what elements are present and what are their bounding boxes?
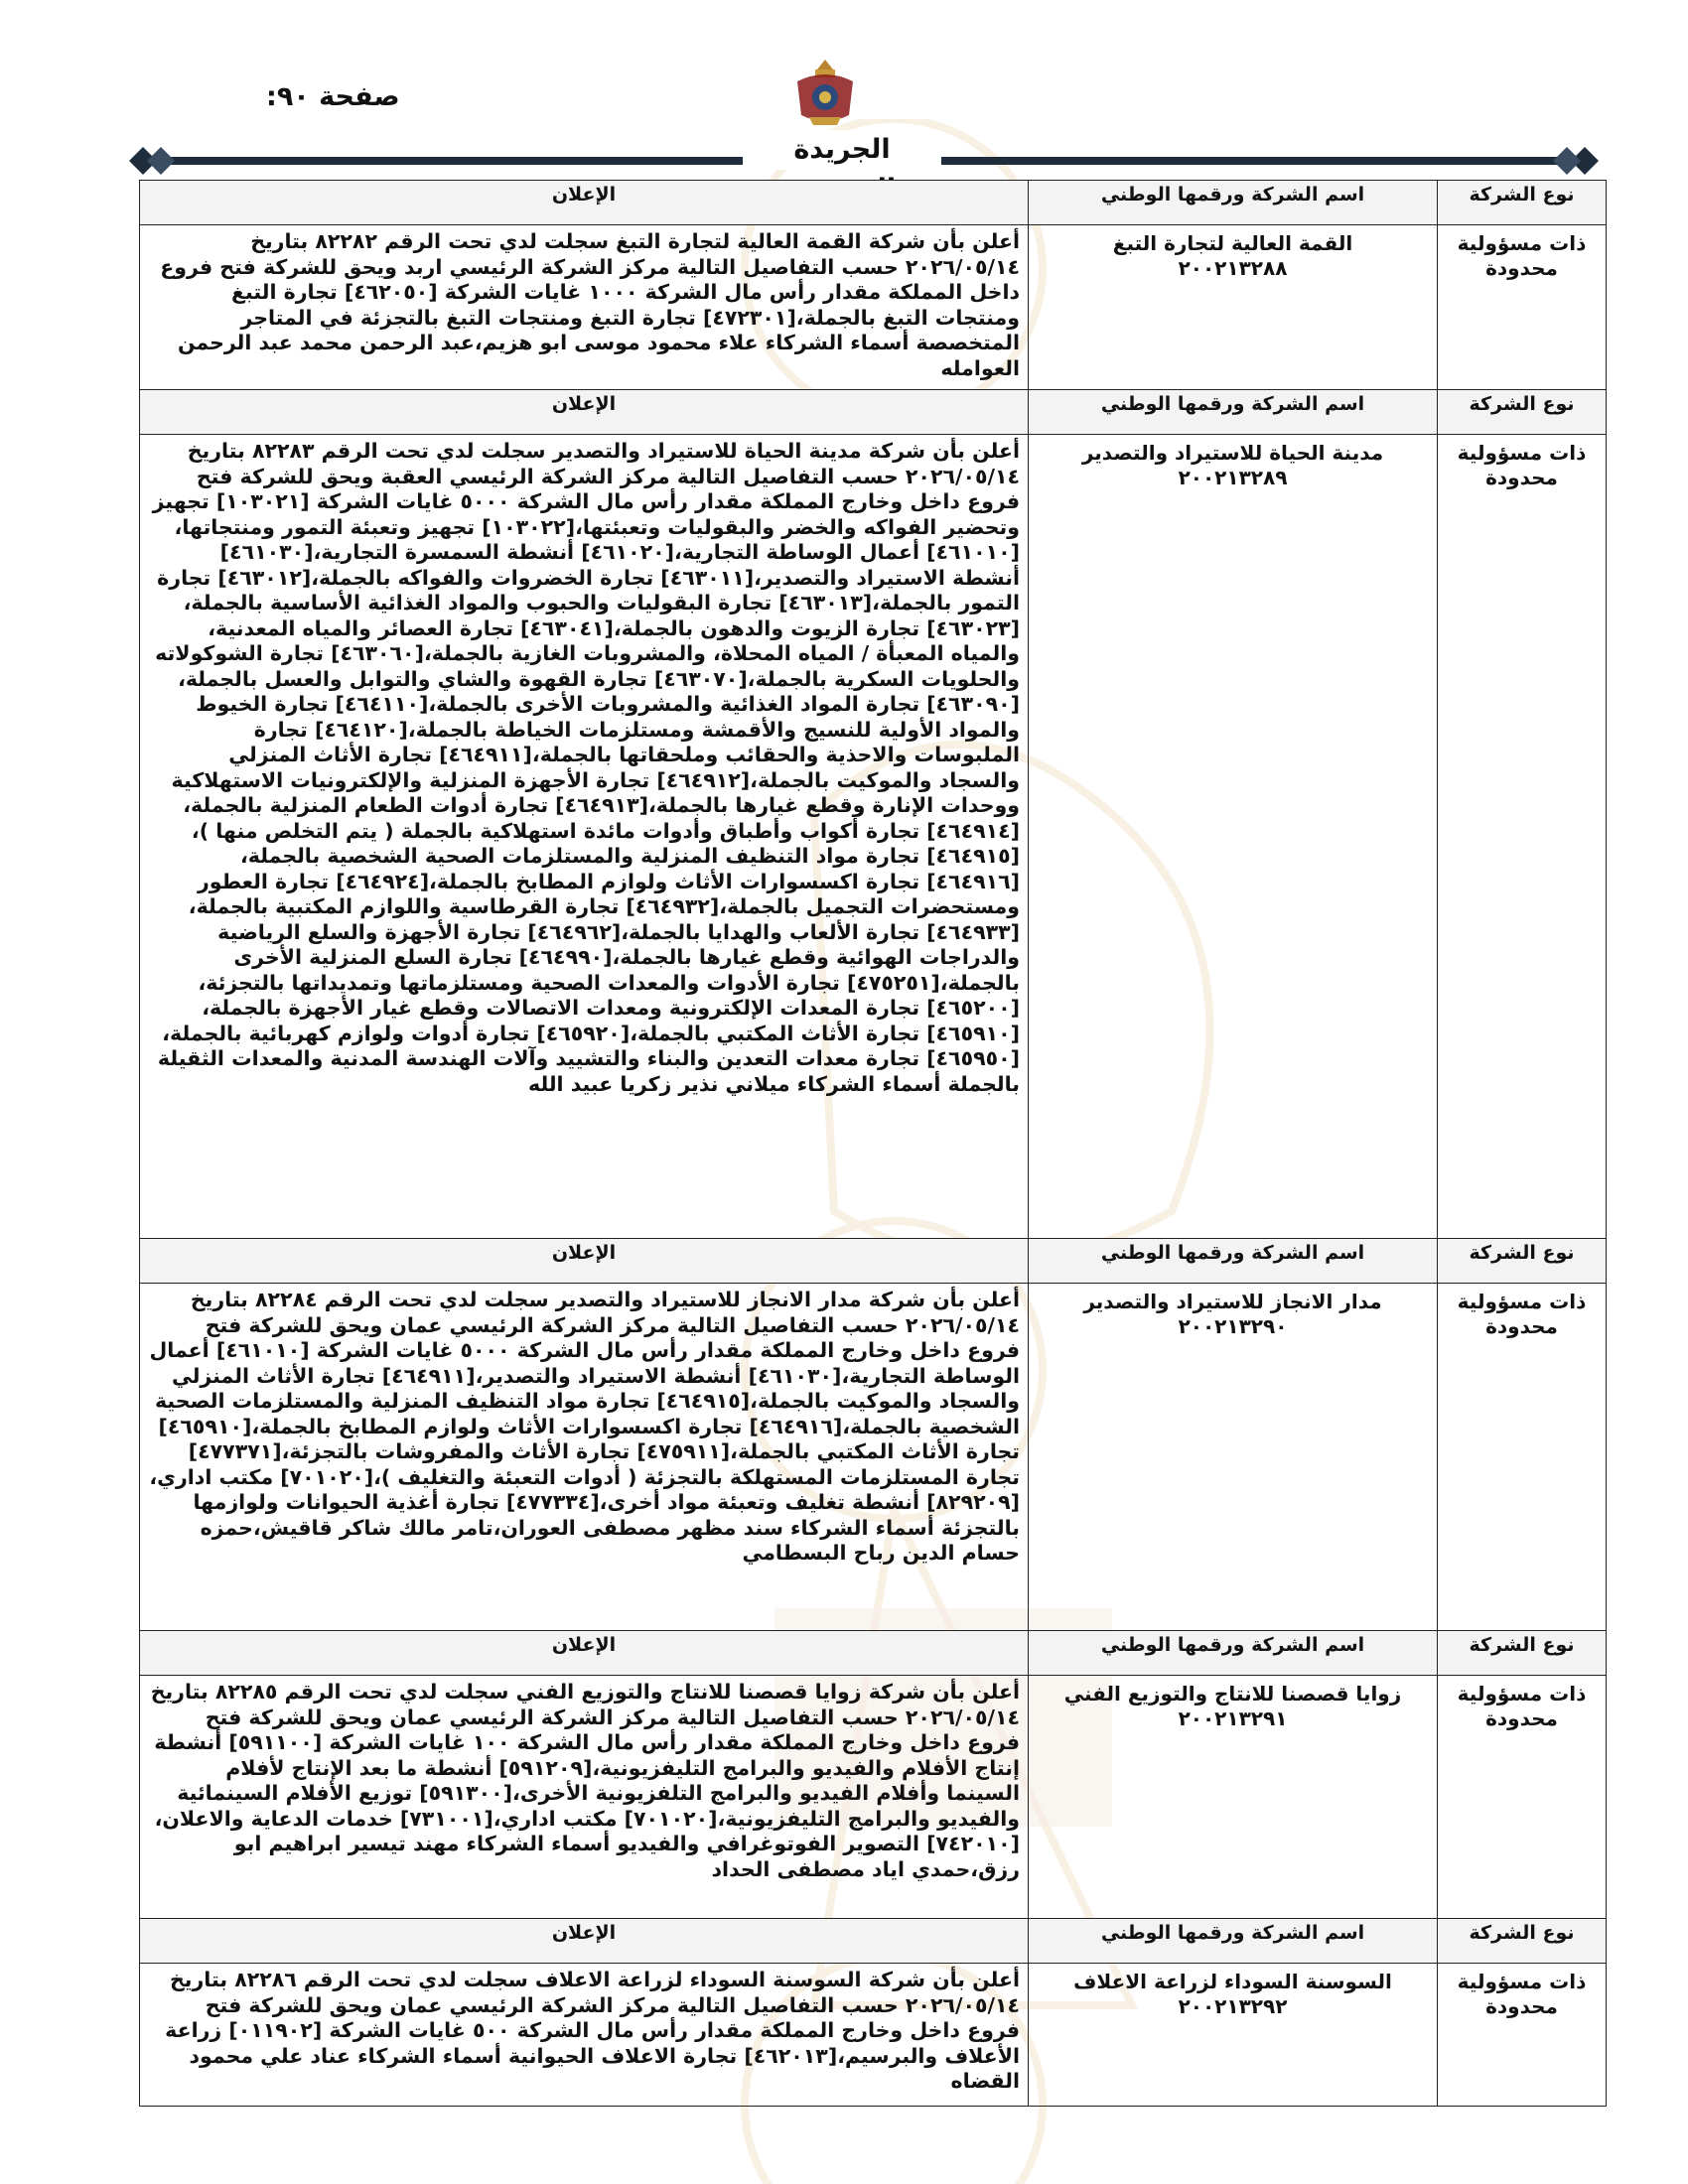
announcement-cell: أعلن بأن شركة السوسنة السوداء لزراعة الاعلاف سجلت لدي تحت الرقم ٨٢٢٨٦ بتاريخ ٢٠٢٦/٠٥/١٤ حسب التفاصيل التالية مركز الشركة الرئيسي عمان ويحق للشركة فتح فروع داخل وخارج المملكة مقدار رأس مال الشركة ٥٠٠ غايات الشركة [٠١١٩٠٢] زراعة الأعلاف والبرسيم،[٤٦٢٠١٣] تجارة الاعلاف الحيوانية أسماء الشركاء عناد علي محمود القضاه: [140, 1964, 1029, 2107]
column-header-announcement: الإعلان: [140, 390, 1029, 435]
column-header-company-type: نوع الشركة: [1438, 390, 1607, 435]
company-name: السوسنة السوداء لزراعة الاعلاف: [1073, 1970, 1392, 1993]
company-name-cell: [1029, 435, 1438, 1239]
table-header-row: [140, 1239, 1607, 1284]
gazette-title: الجريدة: [743, 130, 941, 170]
company-national-id: ٢٠٠٢١٣٢٨٨: [1178, 256, 1288, 280]
table-row: [140, 435, 1607, 1239]
announcement-cell: أعلن بأن شركة زوايا قصصنا للانتاج والتوزيع الفني سجلت لدي تحت الرقم ٨٢٢٨٥ بتاريخ ٢٠٢٦/٠٥/١٤ حسب التفاصيل التالية مركز الشركة الرئيسي عمان ويحق للشركة فتح فروع داخل وخارج المملكة مقدار رأس مال الشركة ١٠٠ غايات الشركة [٥٩١١٠٠] أنشطة إنتاج الأفلام والفيديو والبرامج التليفزيونية،[٥٩١٢٠٩] أنشطة ما بعد الإنتاج لأفلام السينما وأفلام الفيديو والبرامج التلفزيونية الأخرى،[٥٩١٣٠٠] توزيع الأفلام السينمائية والفيديو والبرامج التليفزيونية،[٧٠١٠٢٠] مكتب اداري،[٧٣١٠٠١] خدمات الدعاية والاعلان،[٧٤٢٠١٠] التصوير الفوتوغرافي والفيديو أسماء الشركاء مهند تيسير ابراهيم ابو رزق،حمدي اياد مصطفى الحداد: [140, 1676, 1029, 1919]
column-header-company-name: اسم الشركة ورقمها الوطني: [1029, 390, 1438, 435]
table-row: [140, 225, 1607, 390]
company-national-id: ٢٠٠٢١٣٢٩٠: [1178, 1314, 1288, 1338]
column-header-announcement: الإعلان: [140, 1631, 1029, 1676]
company-national-id: ٢٠٠٢١٣٢٨٩: [1178, 466, 1288, 489]
page-number: صفحة ٩٠:: [266, 81, 400, 112]
company-type-cell: ذات مسؤولية محدودة: [1438, 1964, 1607, 2107]
company-name: مدينة الحياة للاستيراد والتصدير: [1081, 441, 1384, 465]
column-header-company-type: نوع الشركة: [1438, 1631, 1607, 1676]
column-header-announcement: الإعلان: [140, 1239, 1029, 1284]
column-header-company-type: نوع الشركة: [1438, 181, 1607, 225]
table-header-row: [140, 1631, 1607, 1676]
column-header-announcement: الإعلان: [140, 1919, 1029, 1964]
company-type-cell: ذات مسؤولية محدودة: [1438, 1284, 1607, 1631]
table-row: [140, 1284, 1607, 1631]
column-header-company-name: اسم الشركة ورقمها الوطني: [1029, 1631, 1438, 1676]
column-header-company-name: اسم الشركة ورقمها الوطني: [1029, 1239, 1438, 1284]
company-name-cell: [1029, 225, 1438, 390]
announcement-cell: أعلن بأن شركة مدار الانجاز للاستيراد والتصدير سجلت لدي تحت الرقم ٨٢٢٨٤ بتاريخ ٢٠٢٦/٠٥/١٤ حسب التفاصيل التالية مركز الشركة الرئيسي عمان ويحق للشركة فتح فروع داخل وخارج المملكة مقدار رأس مال الشركة ٥٠٠٠ غايات الشركة [٤٦١٠١٠] أعمال الوساطة التجارية،[٤٦١٠٣٠] أنشطة الاستيراد والتصدير،[٤٦٤٩١١] تجارة الأثاث المنزلي والسجاد والموكيت بالجملة،[٤٦٤٩١٥] تجارة مواد التنظيف المنزلية والمستلزمات الصحية الشخصية بالجملة،[٤٦٤٩١٦] تجارة اكسسوارات الأثاث ولوازم المطابخ بالجملة،[٤٦٥٩١٠] تجارة الأثاث المكتبي بالجملة،[٤٧٥٩١١] تجارة الأثاث والمفروشات بالتجزئة،[٤٧٧٣٧١] تجارة المستلزمات المستهلكة بالتجزئة ( أدوات التعبئة والتغليف )،[٧٠١٠٢٠] مكتب اداري،[٨٢٩٢٠٩] أنشطة تغليف وتعبئة مواد أخرى،[٤٧٧٣٣٤] تجارة أغذية الحيوانات ولوازمها بالتجزئة أسماء الشركاء سند مظهر مصطفى العوران،تامر مالك شاكر قاقيش،حمزه حسام الدين رباح البسطامي: [140, 1284, 1029, 1631]
company-national-id: ٢٠٠٢١٣٢٩٢: [1178, 1994, 1288, 2018]
company-type-cell: ذات مسؤولية محدودة: [1438, 435, 1607, 1239]
column-header-company-name: اسم الشركة ورقمها الوطني: [1029, 1919, 1438, 1964]
table-header-row: [140, 1919, 1607, 1964]
company-registration-table: [139, 180, 1607, 2107]
column-header-company-name: اسم الشركة ورقمها الوطني: [1029, 181, 1438, 225]
column-header-announcement: الإعلان: [140, 181, 1029, 225]
table-header-row: [140, 181, 1607, 225]
company-name: مدار الانجاز للاستيراد والتصدير: [1083, 1290, 1382, 1313]
company-name: القمة العالية لتجارة التبغ: [1112, 231, 1353, 255]
company-national-id: ٢٠٠٢١٣٢٩١: [1178, 1706, 1288, 1730]
table-row: [140, 1676, 1607, 1919]
national-emblem-icon: [789, 56, 861, 127]
announcement-cell: أعلن بأن شركة مدينة الحياة للاستيراد والتصدير سجلت لدي تحت الرقم ٨٢٢٨٣ بتاريخ ٢٠٢٦/٠٥/١٤ حسب التفاصيل التالية مركز الشركة الرئيسي العقبة ويحق للشركة فتح فروع داخل وخارج المملكة مقدار رأس مال الشركة ٥٠٠٠ غايات الشركة [١٠٣٠٢١] تجهيز وتحضير الفواكه والخضر والبقوليات وتعبئتها،[١٠٣٠٢٢] تجهيز وتعبئة التمور ومنتجاتها،[٤٦١٠١٠] أعمال الوساطة التجارية،[٤٦١٠٢٠] أنشطة السمسرة التجارية،[٤٦١٠٣٠] أنشطة الاستيراد والتصدير،[٤٦٣٠١١] تجارة الخضروات والفواكه بالجملة،[٤٦٣٠١٢] تجارة التمور بالجملة،[٤٦٣٠١٣] تجارة البقوليات والحبوب والمواد الغذائية الأساسية بالجملة،[٤٦٣٠٢٣] تجارة الزيوت والدهون بالجملة،[٤٦٣٠٤١] تجارة العصائر والمياه المعدنية، والمياه المعبأة / المياه المحلاة، والمشروبات الغازية بالجملة،[٤٦٣٠٦٠] تجارة الشوكولاته والحلويات السكرية بالجملة،[٤٦٣٠٧٠] تجارة القهوة والشاي والتوابل والعسل بالجملة،[٤٦٣٠٩٠] تجارة المواد الغذائية والمشروبات الأخرى بالجملة،[٤٦٤١١٠] تجارة الخيوط والمواد الأولية للنسيج والأقمشة ومستلزمات الخياطة بالجملة،[٤٦٤١٢٠] تجارة الملبوسات والاحذية والحقائب وملحقاتها بالجملة،[٤٦٤٩١١] تجارة الأثاث المنزلي والسجاد والموكيت بالجملة،[٤٦٤٩١٢] تجارة الأجهزة المنزلية والإلكترونيات الاستهلاكية ووحدات الإنارة وقطع غيارها بالجملة،[٤٦٤٩١٣] تجارة أدوات الطعام المنزلية بالجملة،[٤٦٤٩١٤] تجارة أكواب وأطباق وأدوات مائدة استهلاكية بالجملة ( يتم التخلص منها )،[٤٦٤٩١٥] تجارة مواد التنظيف المنزلية والمستلزمات الصحية الشخصية بالجملة،[٤٦٤٩١٦] تجارة اكسسوارات الأثاث ولوازم المطابخ بالجملة،[٤٦٤٩٢٤] تجارة العطور ومستحضرات التجميل بالجملة،[٤٦٤٩٣٢] تجارة القرطاسية واللوازم المكتبية بالجملة،[٤٦٤٩٣٣] تجارة الألعاب والهدايا بالجملة،[٤٦٤٩٦٢] تجارة الأجهزة والسلع الرياضية والدراجات الهوائية وقطع غيارها بالجملة،[٤٦٤٩٩٠] تجارة السلع المنزلية الأخرى بالجملة،[٤٧٥٢٥١] تجارة الأدوات والمعدات الصحية ومستلزماتها وتمديداتها بالتجزئة،[٤٦٥٢٠٠] تجارة المعدات الإلكترونية ومعدات الاتصالات وقطع غيار الأجهزة بالجملة،[٤٦٥٩١٠] تجارة الأثاث المكتبي بالجملة،[٤٦٥٩٢٠] تجارة أدوات ولوازم كهربائية بالجملة،[٤٦٥٩٥٠] تجارة معدات التعدين والبناء والتشييد وآلات الهندسة المدنية والمعدات الثقيلة بالجملة أسماء الشركاء ميلاني نذير زكريا عبيد الله: [140, 435, 1029, 1239]
company-name-cell: [1029, 1284, 1438, 1631]
company-type-cell: ذات مسؤولية محدودة: [1438, 225, 1607, 390]
company-type-cell: ذات مسؤولية محدودة: [1438, 1676, 1607, 1919]
table-header-row: [140, 390, 1607, 435]
table-row: [140, 1964, 1607, 2107]
announcement-cell: أعلن بأن شركة القمة العالية لتجارة التبغ سجلت لدي تحت الرقم ٨٢٢٨٢ بتاريخ ٢٠٢٦/٠٥/١٤ حسب التفاصيل التالية مركز الشركة الرئيسي اربد ويحق للشركة فتح فروع داخل المملكة مقدار رأس مال الشركة ١٠٠٠ غايات الشركة [٤٦٢٠٥٠] تجارة التبغ ومنتجات التبغ بالجملة،[٤٧٢٣٠١] تجارة التبغ ومنتجات التبغ بالتجزئة في المتاجر المتخصصة أسماء الشركاء علاء محمود موسى ابو هزيم،عبد الرحمن محمد عبد الرحمن العوامله: [140, 225, 1029, 390]
column-header-company-type: نوع الشركة: [1438, 1919, 1607, 1964]
company-name-cell: [1029, 1964, 1438, 2107]
company-name-cell: [1029, 1676, 1438, 1919]
company-name: زوايا قصصنا للانتاج والتوزيع الفني: [1063, 1682, 1402, 1706]
column-header-company-type: نوع الشركة: [1438, 1239, 1607, 1284]
